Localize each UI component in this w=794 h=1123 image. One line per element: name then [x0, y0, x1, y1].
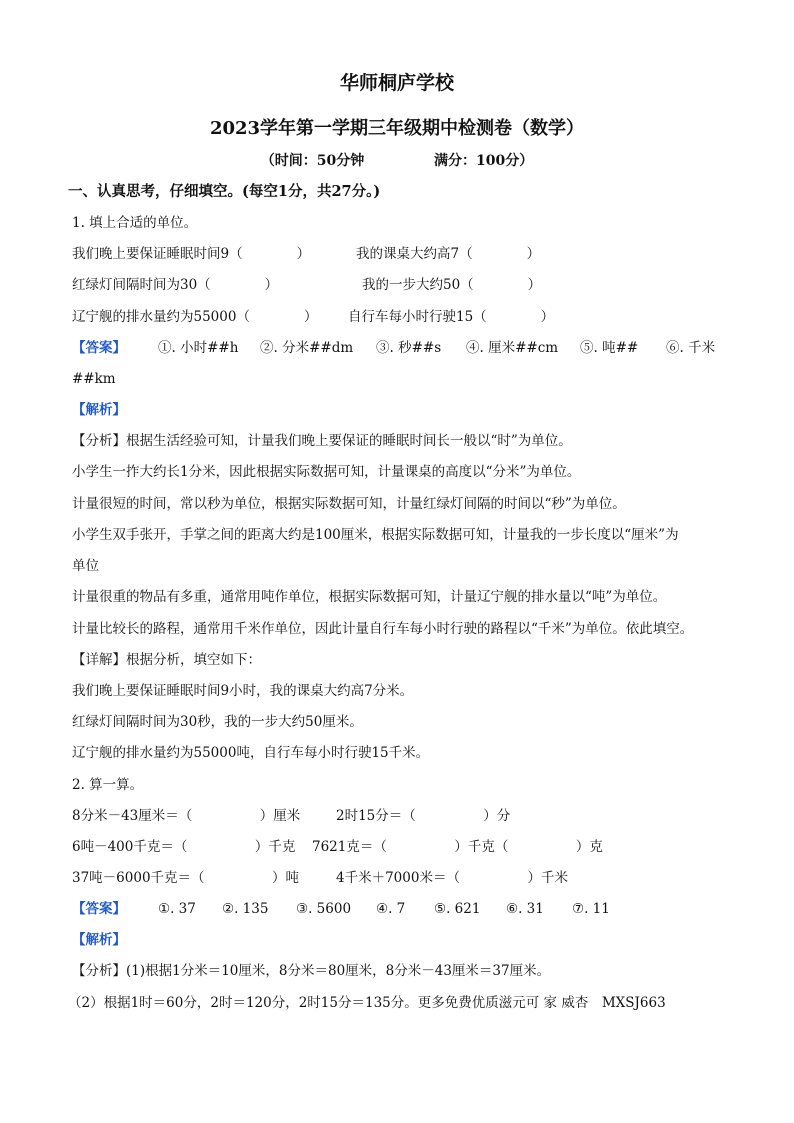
q1-detail-head: 【详解】根据分析，填空如下： [72, 652, 261, 668]
q2-analysis-1: 【分析】(1)根据1分米＝10厘米，8分米＝80厘米，8分米－43厘米＝37厘米。 [72, 963, 551, 979]
q1-analysis-4: 小学生双手张开，手掌之间的距离大约是100厘米，根据实际数据可知，计量我的一步长度以“厘米”为 [72, 527, 679, 543]
exam-title: 2023学年第一学期三年级期中检测卷（数学） [209, 118, 585, 139]
q2-prompt: 2. 算一算。 [72, 777, 144, 793]
time-limit: （时间：50分钟 [260, 153, 365, 169]
full-score: 满分：100分） [434, 153, 534, 169]
answer-tag: 【答案】 [72, 340, 126, 356]
q1-answer-wrap: ##km [72, 371, 116, 387]
q1-row-1: 我们晚上要保证睡眠时间9（ ） 我的课桌大约高7（ ） [72, 246, 541, 262]
q1-row-3: 辽宁舰的排水量约为55000（ ） 自行车每小时行驶15（ ） [72, 309, 555, 325]
q1-detail-2: 红绿灯间隔时间为30秒，我的一步大约50厘米。 [72, 714, 363, 730]
q1-row-2: 红绿灯间隔时间为30（ ） 我的一步大约50（ ） [72, 277, 542, 293]
q1-analysis-3: 计量很短的时间，常以秒为单位，根据实际数据可知，计量红绿灯间隔的时间以“秒”为单位。 [72, 496, 626, 512]
analysis-tag: 【解析】 [72, 402, 126, 418]
section-heading: 一、认真思考，仔细填空。(每空1分，共27分。) [68, 183, 381, 200]
q2-row-2: 6吨－400千克＝（ ）千克 7621克＝（ ）千克（ ）克 [72, 839, 603, 855]
q1-analysis-5: 单位 [72, 558, 99, 574]
q2-row-1: 8分米－43厘米＝（ ）厘米 2时15分＝（ ）分 [72, 808, 511, 824]
q1-analysis-6: 计量很重的物品有多重，通常用吨作单位，根据实际数据可知，计量辽宁舰的排水量以“吨”为单位。 [72, 589, 667, 605]
q1-detail-3: 辽宁舰的排水量约为55000吨，自行车每小时行驶15千米。 [72, 745, 430, 761]
q1-analysis-1: 【分析】根据生活经验可知，计量我们晚上要保证的睡眠时间长一般以“时”为单位。 [72, 433, 572, 449]
q2-row-3: 37吨－6000千克＝（ ）吨 4千米＋7000米＝（ ）千米 [72, 870, 568, 886]
q1-analysis-2: 小学生一拃大约长1分米，因此根据实际数据可知，计量课桌的高度以“分米”为单位。 [72, 464, 581, 480]
q2-analysis-2: （2）根据1时＝60分，2时＝120分，2时15分＝135分。更多免费优质滋元可 家 威杏 MXSJ663 [68, 995, 666, 1011]
q1-analysis-7: 计量比较长的路程，通常用千米作单位，因此计量自行车每小时行驶的路程以“千米”为单位。依此填空。 [72, 621, 694, 637]
q1-prompt: 1. 填上合适的单位。 [72, 215, 198, 231]
school-name: 华师桐庐学校 [339, 72, 454, 94]
answer-tag: 【答案】 [72, 901, 126, 917]
q1-detail-1: 我们晚上要保证睡眠时间9小时，我的课桌大约高7分米。 [72, 683, 414, 699]
analysis-tag-2: 【解析】 [72, 932, 126, 948]
q1-answer: 【答案】 ①. 小时##h ②. 分米##dm ③. 秒##s ④. 厘米##cm ⑤. 吨## ⑥. 千米 [72, 340, 716, 356]
q2-answer: 【答案】 ①. 37 ②. 135 ③. 5600 ④. 7 ⑤. 621 ⑥. 31 ⑦. 11 [72, 901, 610, 917]
exam-meta [0, 150, 794, 170]
